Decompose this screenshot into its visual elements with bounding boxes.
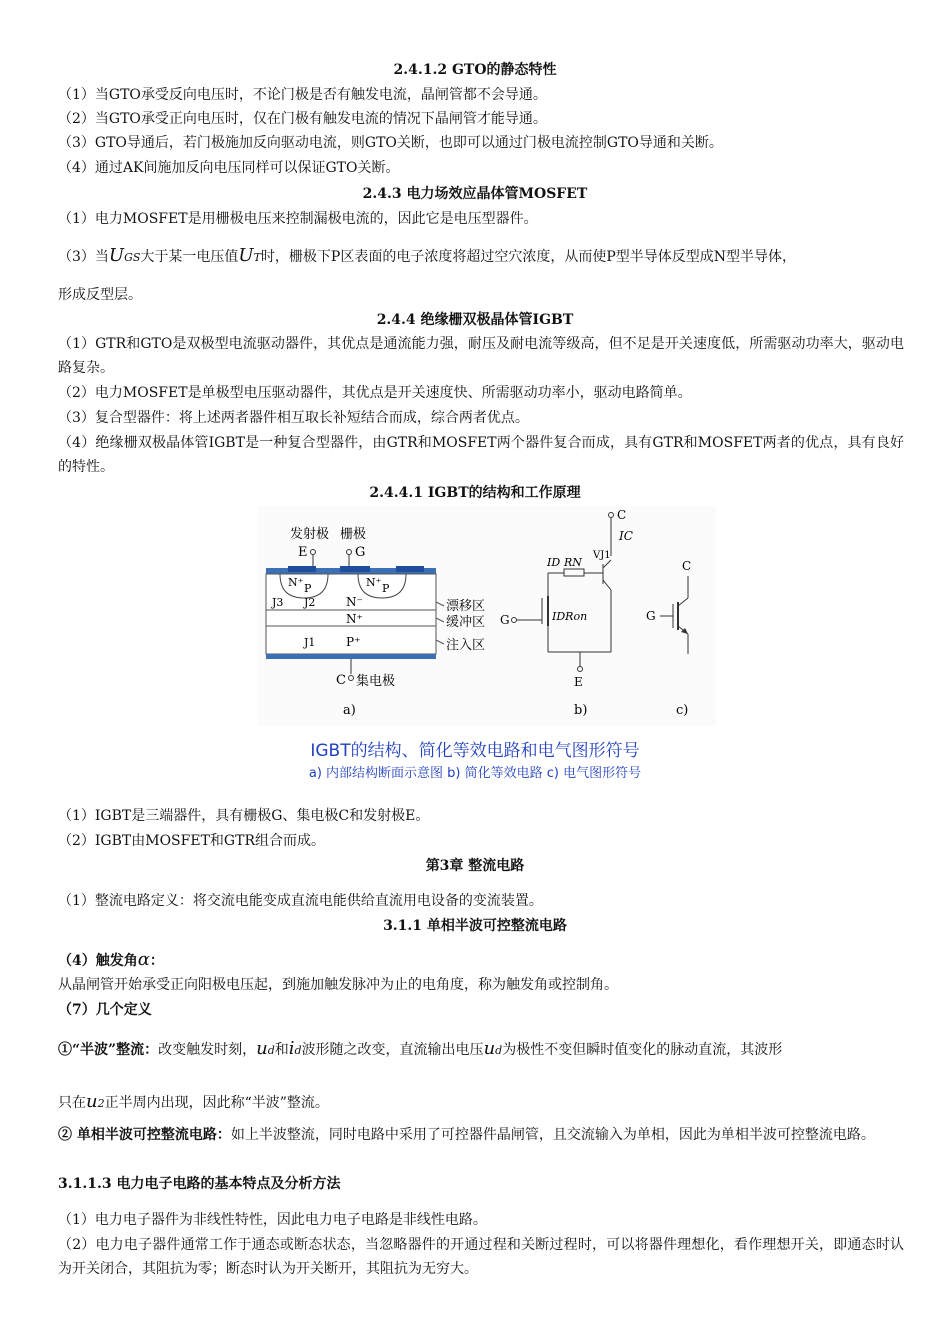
igbt-figure [258,506,716,726]
paragraph: （2）IGBT由MOSFET和GTR组合而成。 [58,833,325,849]
paragraph: （1）当GTO承受反向电压时，不论门极是否有触发电流，晶闸管都不会导通。 [58,87,547,103]
label-j2: J2 [304,596,316,609]
subscript: d [495,1044,503,1057]
symbol-u: U [238,245,254,266]
gate-oxide [396,566,424,572]
text: ② 单相半波可控整流电路： [58,1127,231,1143]
label-g: G [355,545,366,560]
paragraph-ugs [58,244,904,270]
label-emitter-pole: 发射极 [290,527,330,542]
paragraph: （4）绝缘栅双极晶体管IGBT是一种复合型器件，由GTR和MOSFET两个器件复合而成，具有GTR和MOSFET两者的优点，具有良好的特性。 [58,435,904,475]
paragraph-half-wave-def [58,1037,904,1063]
paragraph-single-phase-def [58,1123,904,1147]
subscript: T [253,251,261,264]
label-collector: 集电极 [356,674,396,689]
heading-chapter-3: 第3章 整流电路 [425,858,525,874]
label-a: a) [343,703,356,718]
label-j3: J3 [272,596,284,609]
paragraph: 形成反型层。 [58,287,142,303]
label-j1: J1 [304,636,316,649]
text: ①“半波”整流： [58,1042,159,1058]
label-n-minus: N⁻ [346,595,363,609]
text: ： [149,953,164,969]
heading-half-wave: 3.1.1 单相半波可控整流电路 [383,918,567,934]
label-ic: IC [619,529,633,543]
text: 如上半波整流，同时电路中采用了可控器件晶闸管，且交流输入为单相，因此为单相半波可控整流电路。 [230,1127,875,1143]
paragraph: （1）GTR和GTO是双极型电流驱动器件，其优点是通流能力强，耐压及耐电流等级高，但不足是开关速度低，所需驱动功率大，驱动电路复杂。 [58,336,904,376]
label-c: C [617,508,627,522]
metal-bottom [266,654,436,659]
heading-igbt-structure: 2.4.4.1 IGBT的结构和工作原理 [369,485,581,501]
gate-oxide [288,566,316,572]
heading-gto-static: 2.4.1.2 GTO的静态特性 [393,62,557,78]
figure-caption-title: IGBT的结构、简化等效电路和电气图形符号 [310,741,640,761]
label-c: C [682,559,692,573]
label-g: G [500,613,510,627]
text: （4）触发角 [58,953,138,969]
label-n-plus: N⁺ [366,576,382,589]
paragraph: 从晶闸管开始承受正向阳极电压起，到施加触发脉冲为止的电角度，称为触发角或控制角。 [58,977,618,993]
subscript: GS [124,251,141,264]
heading-igbt: 2.4.4 绝缘栅双极晶体管IGBT [376,312,574,328]
label-n-plus-buffer: N⁺ [346,612,363,626]
label-inject: 注入区 [446,638,486,653]
text: 改变触发时刻， [158,1042,257,1058]
paragraph: （3）复合型器件：将上述两者器件相互取长补短结合而成，综合两者优点。 [58,410,529,426]
label-g: G [646,609,656,623]
paragraph: （1）IGBT是三端器件，具有栅极G、集电极C和发射极E。 [58,808,430,824]
label-c: C [336,673,346,688]
label-p: P [304,582,312,595]
label-rn: RN [564,556,582,569]
label-e: E [298,545,308,560]
label-vj1: VJ1 [593,550,611,561]
heading-definitions: （7）几个定义 [58,1002,152,1018]
text: 为极性不变但瞬时值变化的脉动直流，其波形 [502,1042,783,1058]
heading-mosfet: 2.4.3 电力场效应晶体管MOSFET [362,186,588,202]
paragraph: （1）电力MOSFET是用栅极电压来控制漏极电流的，因此它是电压型器件。 [58,211,538,227]
paragraph: （2）当GTO承受正向电压时，仅在门极有触发电流的情况下晶闸管才能导通。 [58,111,547,127]
text: 只在 [58,1095,86,1111]
symbol-u: u [256,1038,268,1059]
text: 和 [274,1042,289,1058]
label-p-plus: P⁺ [346,635,361,649]
symbol-alpha: α [137,949,150,970]
label-c-figure: c) [676,703,689,718]
label-drift: 漂移区 [446,599,486,614]
subscript: d [267,1044,275,1057]
text: 时，栅极下P区表面的电子浓度将超过空穴浓度，从而使P型半导体反型成N型半导体， [260,249,797,265]
symbol-u: U [108,245,125,266]
label-idron: IDRon [552,610,588,623]
paragraph: （4）通过AK间施加反向电压同样可以保证GTO关断。 [58,160,400,176]
subscript: d [294,1044,302,1057]
label-buffer: 缓冲区 [446,615,486,630]
text: 大于某一电压值 [140,249,239,265]
label-b: b) [574,703,588,718]
label-p: P [382,582,390,595]
paragraph: （2）电力电子器件通常工作于通态或断态状态，当忽略器件的开通过程和关断过程时，可以将器件理想化，看作理想开关，即通态时认为开关闭合，其阻抗为零；断态时认为开关断开，其阻抗为无穷大。 [58,1237,904,1277]
text: 波形随之改变，直流输出电压 [301,1042,484,1058]
paragraph: （3）GTO导通后，若门极施加反向驱动电流，则GTO关断，也即可以通过门极电流控制GTO导通和关断。 [58,135,723,151]
symbol-i: i [288,1038,295,1059]
heading-basic-features: 3.1.1.3 电力电子电路的基本特点及分析方法 [58,1176,341,1192]
gate-oxide [340,566,370,572]
label-id: ID [547,556,561,569]
label-n-plus: N⁺ [288,576,304,589]
paragraph: （1）整流电路定义：将交流电能变成直流电能供给直流用电设备的变流装置。 [58,893,543,909]
paragraph: （2）电力MOSFET是单极型电压驱动器件，其优点是开关速度快、所需驱动功率小，驱动电路简单。 [58,385,692,401]
paragraph-half-wave-def-cont [58,1090,904,1116]
text: 正半周内出现，因此称“半波”整流。 [104,1095,329,1111]
text: （3）当 [58,249,109,265]
symbol-u: u [86,1091,98,1112]
heading-trigger-angle [58,948,904,973]
label-gate-pole: 栅极 [340,527,367,542]
symbol-u: u [483,1038,496,1059]
figure-caption-sub: a) 内部结构断面示意图 b) 简化等效电路 c) 电气图形符号 [308,766,642,781]
subscript: 2 [97,1097,105,1110]
label-e: E [574,675,583,689]
paragraph: （1）电力电子器件为非线性特性，因此电力电子电路是非线性电路。 [58,1212,487,1228]
